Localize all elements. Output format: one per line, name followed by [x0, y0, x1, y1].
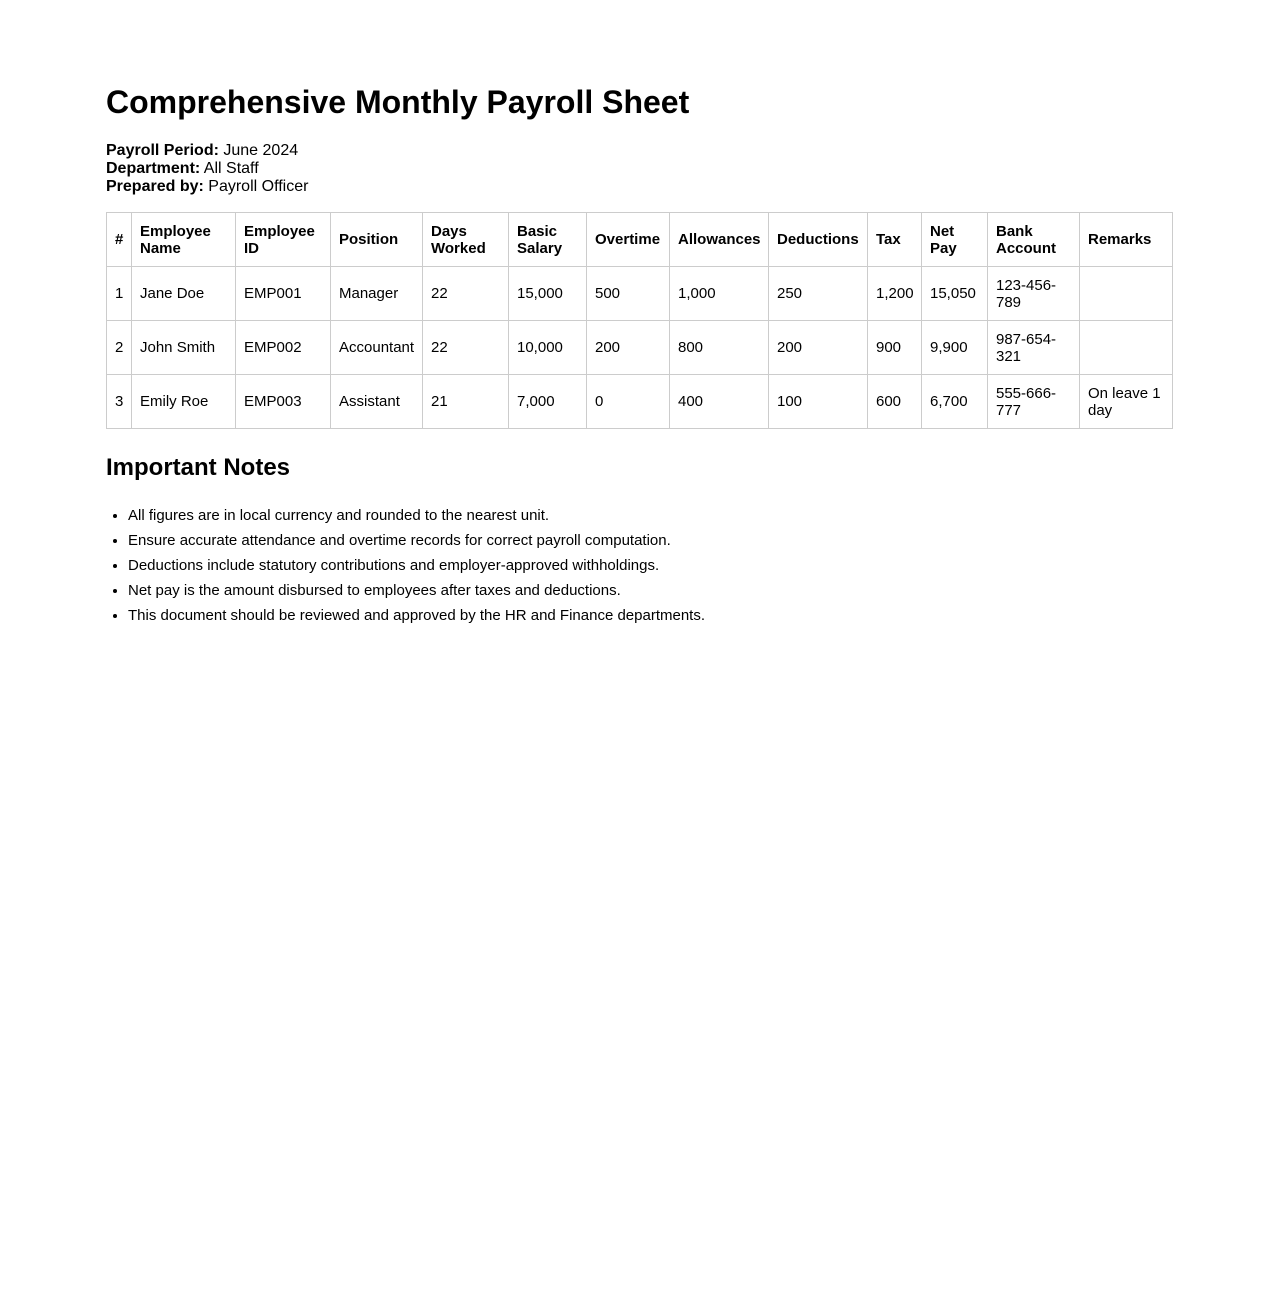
table-cell: 100 — [769, 375, 868, 429]
table-cell: 800 — [670, 321, 769, 375]
table-cell: Accountant — [331, 321, 423, 375]
list-item: • Deductions include statutory contributions and employer-approved withholdings. — [128, 553, 1172, 578]
list-item: • This document should be reviewed and approved by the HR and Finance departments. — [128, 603, 1172, 628]
table-cell: 900 — [868, 321, 922, 375]
table-cell: 987-654-321 — [988, 321, 1080, 375]
table-cell: 500 — [587, 267, 670, 321]
table-cell: 22 — [423, 267, 509, 321]
meta-department-value: All Staff — [203, 160, 259, 177]
table-cell: 250 — [769, 267, 868, 321]
meta-prepared-label: Prepared by: — [106, 178, 204, 195]
table-cell — [1080, 267, 1173, 321]
table-cell: 9,900 — [922, 321, 988, 375]
table-cell: EMP001 — [236, 267, 331, 321]
meta-prepared — [106, 178, 1172, 196]
table-cell: 1,200 — [868, 267, 922, 321]
notes-list — [106, 503, 1172, 628]
column-header: Basic Salary — [509, 213, 587, 267]
table-cell: 0 — [587, 375, 670, 429]
table-cell: 123-456-789 — [988, 267, 1080, 321]
table-cell: 15,050 — [922, 267, 988, 321]
table-cell: EMP003 — [236, 375, 331, 429]
table-cell: John Smith — [132, 321, 236, 375]
meta-department — [106, 160, 1172, 178]
list-item: • All figures are in local currency and rounded to the nearest unit. — [128, 503, 1172, 528]
table-cell: 22 — [423, 321, 509, 375]
table-row — [107, 321, 1173, 375]
column-header: Employee Name — [132, 213, 236, 267]
payroll-document — [0, 0, 1278, 628]
table-cell: 2 — [107, 321, 132, 375]
table-cell: 400 — [670, 375, 769, 429]
column-header: # — [107, 213, 132, 267]
column-header: Employee ID — [236, 213, 331, 267]
table-cell: 600 — [868, 375, 922, 429]
column-header: Tax — [868, 213, 922, 267]
table-cell: Jane Doe — [132, 267, 236, 321]
column-header: Allowances — [670, 213, 769, 267]
meta-period — [106, 142, 1172, 160]
list-item: • Net pay is the amount disbursed to employees after taxes and deductions. — [128, 578, 1172, 603]
table-cell: 10,000 — [509, 321, 587, 375]
column-header: Bank Account — [988, 213, 1080, 267]
table-cell: 200 — [769, 321, 868, 375]
column-header: Net Pay — [922, 213, 988, 267]
table-cell: 1,000 — [670, 267, 769, 321]
table-cell: Emily Roe — [132, 375, 236, 429]
meta-prepared-value: Payroll Officer — [208, 178, 309, 195]
table-row — [107, 375, 1173, 429]
column-header: Remarks — [1080, 213, 1173, 267]
column-header: Deductions — [769, 213, 868, 267]
table-cell: 21 — [423, 375, 509, 429]
table-row — [107, 267, 1173, 321]
meta-period-value: June 2024 — [223, 142, 299, 159]
column-header: Position — [331, 213, 423, 267]
meta-department-label: Department: — [106, 160, 201, 177]
meta-period-label: Payroll Period: — [106, 142, 219, 159]
table-cell: 6,700 — [922, 375, 988, 429]
column-header: Days Worked — [423, 213, 509, 267]
payroll-meta — [106, 142, 1172, 196]
table-cell: On leave 1 day — [1080, 375, 1173, 429]
table-cell: Manager — [331, 267, 423, 321]
notes-heading: Important Notes — [106, 454, 291, 481]
column-header: Overtime — [587, 213, 670, 267]
table-header-row — [107, 213, 1173, 267]
table-cell: 3 — [107, 375, 132, 429]
table-cell: 15,000 — [509, 267, 587, 321]
payroll-table — [106, 212, 1173, 429]
table-cell — [1080, 321, 1173, 375]
table-cell: 1 — [107, 267, 132, 321]
page-title: Comprehensive Monthly Payroll Sheet — [106, 84, 690, 120]
table-cell: Assistant — [331, 375, 423, 429]
list-item: • Ensure accurate attendance and overtime records for correct payroll computation. — [128, 528, 1172, 553]
table-cell: EMP002 — [236, 321, 331, 375]
table-cell: 200 — [587, 321, 670, 375]
table-cell: 7,000 — [509, 375, 587, 429]
table-cell: 555-666-777 — [988, 375, 1080, 429]
